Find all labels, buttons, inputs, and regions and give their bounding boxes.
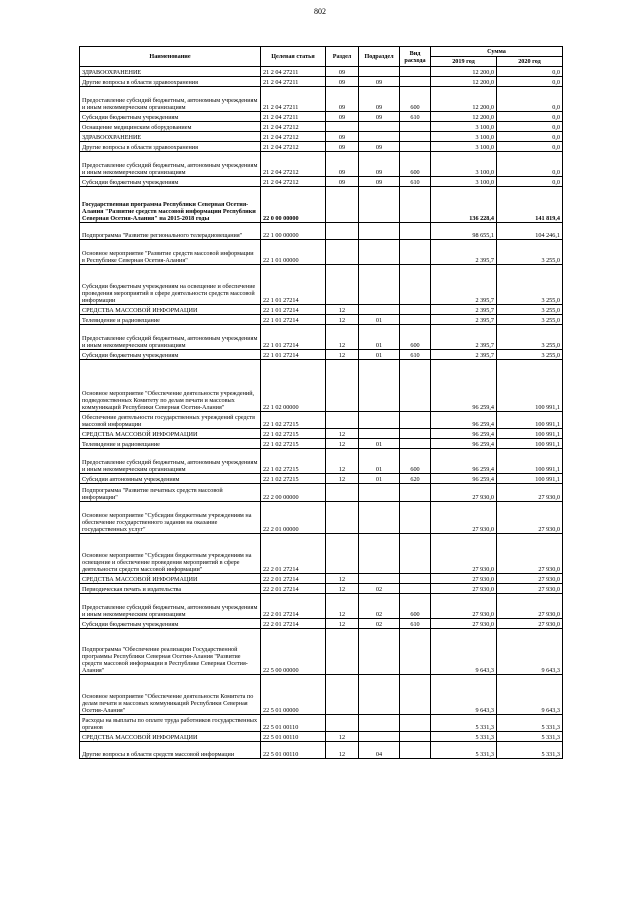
row-code: 22 0 00 00000 xyxy=(261,187,326,223)
row-expense-type xyxy=(400,439,431,449)
row-code: 21 2 04 27212 xyxy=(261,177,326,187)
row-sum-2019: 5 331,3 xyxy=(431,715,497,732)
row-sum-2019: 27 930,0 xyxy=(431,594,497,619)
row-subsection: 02 xyxy=(359,619,400,629)
row-expense-type xyxy=(400,67,431,77)
row-name: Государственная программа Республики Северная Осетия-Алания "Развитие средств массовой информации Республики Северная Осетия-Алания" на 2015-2018 годы xyxy=(80,187,261,223)
row-name: Подпрограмма "Обеспечение реализации Государственной программы Республики Северная Осетия-Алания "Развитие средств массовой информации в Республике Северная Осетия-Алания" xyxy=(80,629,261,675)
row-expense-type xyxy=(400,305,431,315)
table-row xyxy=(80,594,563,619)
row-name: Предоставление субсидий бюджетным, автономным учреждениям и иным некоммерческим организациям xyxy=(80,449,261,474)
row-subsection: 01 xyxy=(359,439,400,449)
row-code: 22 1 02 27215 xyxy=(261,474,326,484)
row-section: 09 xyxy=(326,112,359,122)
header-expense-type: Вид расхода xyxy=(400,47,431,67)
row-sum-2020: 100 991,1 xyxy=(497,412,563,429)
row-name: Оснащение медицинским оборудованием xyxy=(80,122,261,132)
row-code: 21 2 04 27212 xyxy=(261,152,326,177)
row-subsection xyxy=(359,305,400,315)
row-expense-type xyxy=(400,742,431,759)
row-code: 21 2 04 27212 xyxy=(261,142,326,152)
row-name: Предоставление субсидий бюджетным, автономным учреждениям и иным некоммерческим организациям xyxy=(80,594,261,619)
row-code: 22 1 01 27214 xyxy=(261,315,326,325)
row-sum-2019: 2 395,7 xyxy=(431,305,497,315)
row-section: 09 xyxy=(326,77,359,87)
row-sum-2019: 96 259,4 xyxy=(431,360,497,412)
table-row xyxy=(80,325,563,350)
table-row xyxy=(80,449,563,474)
row-subsection: 09 xyxy=(359,87,400,112)
header-name: Наименование xyxy=(80,47,261,67)
table-row xyxy=(80,223,563,240)
row-name: Предоставление субсидий бюджетным, автономным учреждениям и иным некоммерческим организациям xyxy=(80,152,261,177)
row-sum-2019: 3 100,0 xyxy=(431,142,497,152)
row-sum-2019: 2 395,7 xyxy=(431,350,497,360)
table-row xyxy=(80,629,563,675)
row-subsection xyxy=(359,223,400,240)
table-row xyxy=(80,87,563,112)
row-section xyxy=(326,502,359,534)
row-subsection: 09 xyxy=(359,142,400,152)
row-expense-type xyxy=(400,360,431,412)
row-section: 09 xyxy=(326,177,359,187)
row-sum-2019: 2 395,7 xyxy=(431,265,497,305)
row-section: 09 xyxy=(326,142,359,152)
row-section xyxy=(326,360,359,412)
row-section: 12 xyxy=(326,584,359,594)
row-sum-2019: 12 200,0 xyxy=(431,112,497,122)
row-sum-2019: 12 200,0 xyxy=(431,87,497,112)
row-sum-2020: 5 331,3 xyxy=(497,732,563,742)
row-code: 22 2 01 27214 xyxy=(261,534,326,574)
row-expense-type xyxy=(400,412,431,429)
row-sum-2019: 27 930,0 xyxy=(431,502,497,534)
row-code: 22 5 01 00000 xyxy=(261,675,326,715)
table-row xyxy=(80,502,563,534)
table-row xyxy=(80,412,563,429)
row-sum-2020: 0,0 xyxy=(497,112,563,122)
row-name: Предоставление субсидий бюджетным, автономным учреждениям и иным некоммерческим организациям xyxy=(80,87,261,112)
row-section xyxy=(326,223,359,240)
row-name: Субсидии автономным учреждениям xyxy=(80,474,261,484)
row-section: 12 xyxy=(326,619,359,629)
row-code: 22 1 01 27214 xyxy=(261,305,326,315)
page-number: 802 xyxy=(314,7,326,16)
row-section xyxy=(326,629,359,675)
row-expense-type xyxy=(400,534,431,574)
row-sum-2020: 27 930,0 xyxy=(497,502,563,534)
row-sum-2020: 5 331,3 xyxy=(497,742,563,759)
row-name: Другие вопросы в области здравоохранения xyxy=(80,142,261,152)
row-subsection: 04 xyxy=(359,742,400,759)
row-name: ЗДРАВООХРАНЕНИЕ xyxy=(80,132,261,142)
row-name: Другие вопросы в области средств массовой информации xyxy=(80,742,261,759)
row-sum-2019: 27 930,0 xyxy=(431,619,497,629)
row-sum-2020: 3 255,0 xyxy=(497,325,563,350)
row-sum-2020: 0,0 xyxy=(497,87,563,112)
row-sum-2019: 27 930,0 xyxy=(431,484,497,502)
table-row xyxy=(80,350,563,360)
row-section xyxy=(326,240,359,265)
row-sum-2019: 3 100,0 xyxy=(431,177,497,187)
row-sum-2020: 3 255,0 xyxy=(497,305,563,315)
table-row xyxy=(80,584,563,594)
row-sum-2020: 9 643,3 xyxy=(497,629,563,675)
row-sum-2019: 9 643,3 xyxy=(431,629,497,675)
row-section: 12 xyxy=(326,474,359,484)
row-subsection: 09 xyxy=(359,77,400,87)
table-row xyxy=(80,122,563,132)
row-sum-2019: 2 395,7 xyxy=(431,240,497,265)
row-sum-2019: 3 100,0 xyxy=(431,152,497,177)
row-code: 21 2 04 27211 xyxy=(261,67,326,77)
row-section xyxy=(326,187,359,223)
row-sum-2019: 96 259,4 xyxy=(431,474,497,484)
row-expense-type: 620 xyxy=(400,474,431,484)
table-row xyxy=(80,715,563,732)
row-section: 12 xyxy=(326,315,359,325)
row-code: 22 2 01 27214 xyxy=(261,584,326,594)
row-section: 09 xyxy=(326,152,359,177)
row-expense-type: 600 xyxy=(400,594,431,619)
table-row xyxy=(80,675,563,715)
row-sum-2020: 0,0 xyxy=(497,67,563,77)
header-subsection: Подраздел xyxy=(359,47,400,67)
row-code: 22 2 00 00000 xyxy=(261,484,326,502)
row-subsection xyxy=(359,412,400,429)
row-code: 22 5 01 00110 xyxy=(261,715,326,732)
row-expense-type xyxy=(400,315,431,325)
row-subsection: 01 xyxy=(359,350,400,360)
row-name: Обеспечение деятельности государственных учреждений средств массовой информации xyxy=(80,412,261,429)
row-sum-2019: 96 259,4 xyxy=(431,429,497,439)
row-section: 09 xyxy=(326,87,359,112)
row-name: Субсидии бюджетным учреждениям xyxy=(80,177,261,187)
row-section: 12 xyxy=(326,732,359,742)
row-name: Подпрограмма "Развитие печатных средств массовой информации" xyxy=(80,484,261,502)
row-subsection: 01 xyxy=(359,474,400,484)
row-sum-2019: 136 228,4 xyxy=(431,187,497,223)
row-subsection xyxy=(359,240,400,265)
row-name: Субсидии бюджетным учреждениям xyxy=(80,112,261,122)
table-row xyxy=(80,177,563,187)
table-row xyxy=(80,534,563,574)
row-sum-2020: 27 930,0 xyxy=(497,574,563,584)
row-sum-2020: 0,0 xyxy=(497,152,563,177)
row-section xyxy=(326,122,359,132)
row-subsection: 01 xyxy=(359,315,400,325)
table-row xyxy=(80,439,563,449)
row-name: Основное мероприятие "Субсидии бюджетным учреждениям на освещение и обеспечение проведения мероприятий в сфере деятельности средств массовой информации" xyxy=(80,534,261,574)
row-sum-2019: 27 930,0 xyxy=(431,534,497,574)
row-name: Субсидии бюджетным учреждениям xyxy=(80,350,261,360)
row-code: 22 1 02 00000 xyxy=(261,360,326,412)
row-section: 12 xyxy=(326,350,359,360)
row-name: СРЕДСТВА МАССОВОЙ ИНФОРМАЦИИ xyxy=(80,574,261,584)
row-expense-type: 610 xyxy=(400,619,431,629)
row-code: 22 5 01 00110 xyxy=(261,732,326,742)
row-sum-2020: 100 991,1 xyxy=(497,360,563,412)
row-sum-2020: 3 255,0 xyxy=(497,350,563,360)
table-row xyxy=(80,152,563,177)
row-subsection xyxy=(359,574,400,584)
row-sum-2019: 27 930,0 xyxy=(431,574,497,584)
row-name: Основное мероприятие "Развитие средств массовой информации в Республике Северная Осетия-Алания" xyxy=(80,240,261,265)
table-row xyxy=(80,112,563,122)
row-expense-type xyxy=(400,715,431,732)
row-expense-type xyxy=(400,629,431,675)
row-section: 09 xyxy=(326,132,359,142)
row-sum-2019: 3 100,0 xyxy=(431,122,497,132)
row-expense-type: 600 xyxy=(400,449,431,474)
row-sum-2020: 0,0 xyxy=(497,122,563,132)
row-sum-2019: 9 643,3 xyxy=(431,675,497,715)
row-section: 09 xyxy=(326,67,359,77)
row-section xyxy=(326,265,359,305)
row-sum-2019: 27 930,0 xyxy=(431,584,497,594)
row-section xyxy=(326,412,359,429)
row-expense-type xyxy=(400,429,431,439)
row-sum-2020: 0,0 xyxy=(497,142,563,152)
row-code: 21 2 04 27212 xyxy=(261,132,326,142)
row-name: СРЕДСТВА МАССОВОЙ ИНФОРМАЦИИ xyxy=(80,305,261,315)
row-expense-type xyxy=(400,574,431,584)
row-code: 22 2 01 00000 xyxy=(261,502,326,534)
row-subsection: 09 xyxy=(359,152,400,177)
row-sum-2020: 0,0 xyxy=(497,77,563,87)
row-expense-type: 600 xyxy=(400,325,431,350)
row-sum-2019: 96 259,4 xyxy=(431,412,497,429)
table-row xyxy=(80,574,563,584)
row-subsection: 02 xyxy=(359,584,400,594)
row-sum-2019: 12 200,0 xyxy=(431,67,497,77)
row-subsection xyxy=(359,484,400,502)
table-row xyxy=(80,619,563,629)
table-row xyxy=(80,305,563,315)
row-section: 12 xyxy=(326,429,359,439)
row-code: 22 1 01 27214 xyxy=(261,325,326,350)
row-sum-2019: 5 331,3 xyxy=(431,742,497,759)
table-row xyxy=(80,429,563,439)
table-row xyxy=(80,484,563,502)
row-subsection xyxy=(359,732,400,742)
row-sum-2019: 96 259,4 xyxy=(431,439,497,449)
row-section: 12 xyxy=(326,439,359,449)
row-sum-2020: 27 930,0 xyxy=(497,534,563,574)
row-name: Периодическая печать и издательства xyxy=(80,584,261,594)
row-subsection xyxy=(359,429,400,439)
row-section xyxy=(326,484,359,502)
row-sum-2020: 27 930,0 xyxy=(497,484,563,502)
row-code: 21 2 04 27212 xyxy=(261,122,326,132)
row-sum-2020: 100 991,1 xyxy=(497,449,563,474)
row-code: 22 2 01 27214 xyxy=(261,574,326,584)
row-code: 22 1 02 27215 xyxy=(261,429,326,439)
row-code: 22 2 01 27214 xyxy=(261,594,326,619)
row-sum-2020: 100 991,1 xyxy=(497,429,563,439)
row-section xyxy=(326,675,359,715)
row-subsection xyxy=(359,187,400,223)
row-name: Предоставление субсидий бюджетным, автономным учреждениям и иным некоммерческим организациям xyxy=(80,325,261,350)
row-expense-type xyxy=(400,675,431,715)
row-subsection xyxy=(359,715,400,732)
row-expense-type: 610 xyxy=(400,112,431,122)
table-row xyxy=(80,315,563,325)
header-year-2020: 2020 год xyxy=(497,57,563,67)
row-code: 22 1 01 27214 xyxy=(261,265,326,305)
row-section xyxy=(326,534,359,574)
row-sum-2019: 12 200,0 xyxy=(431,77,497,87)
header-year-2019: 2019 год xyxy=(431,57,497,67)
budget-table xyxy=(79,46,563,759)
row-sum-2020: 100 991,1 xyxy=(497,439,563,449)
row-sum-2020: 3 255,0 xyxy=(497,240,563,265)
row-expense-type xyxy=(400,142,431,152)
table-row xyxy=(80,187,563,223)
table-row xyxy=(80,265,563,305)
row-expense-type xyxy=(400,484,431,502)
row-expense-type: 600 xyxy=(400,152,431,177)
row-sum-2020: 141 819,4 xyxy=(497,187,563,223)
row-subsection xyxy=(359,67,400,77)
row-name: СРЕДСТВА МАССОВОЙ ИНФОРМАЦИИ xyxy=(80,732,261,742)
row-sum-2019: 3 100,0 xyxy=(431,132,497,142)
row-expense-type xyxy=(400,732,431,742)
row-sum-2020: 3 255,0 xyxy=(497,265,563,305)
row-name: ЗДРАВООХРАНЕНИЕ xyxy=(80,67,261,77)
row-code: 22 5 01 00110 xyxy=(261,742,326,759)
row-subsection xyxy=(359,629,400,675)
row-code: 22 2 01 27214 xyxy=(261,619,326,629)
row-expense-type: 600 xyxy=(400,87,431,112)
header-target: Целевая статья xyxy=(261,47,326,67)
row-code: 21 2 04 27211 xyxy=(261,87,326,112)
row-subsection xyxy=(359,502,400,534)
row-name: Телевидение и радиовещание xyxy=(80,439,261,449)
row-subsection xyxy=(359,534,400,574)
table-row xyxy=(80,142,563,152)
row-subsection: 01 xyxy=(359,449,400,474)
row-code: 22 1 01 00000 xyxy=(261,240,326,265)
row-code: 21 2 04 27211 xyxy=(261,112,326,122)
row-name: Расходы на выплаты по оплате труда работников государственных органов xyxy=(80,715,261,732)
row-expense-type xyxy=(400,77,431,87)
row-name: Основное мероприятие "Субсидии бюджетным учреждениям на обеспечение государственного задания на оказание государственных услуг" xyxy=(80,502,261,534)
table-row xyxy=(80,474,563,484)
row-expense-type: 610 xyxy=(400,177,431,187)
row-name: СРЕДСТВА МАССОВОЙ ИНФОРМАЦИИ xyxy=(80,429,261,439)
row-expense-type xyxy=(400,502,431,534)
row-code: 22 5 00 00000 xyxy=(261,629,326,675)
table-body xyxy=(80,67,563,759)
row-sum-2020: 0,0 xyxy=(497,177,563,187)
row-sum-2019: 96 259,4 xyxy=(431,449,497,474)
row-code: 22 1 02 27215 xyxy=(261,439,326,449)
row-expense-type xyxy=(400,240,431,265)
row-section: 12 xyxy=(326,574,359,584)
table-row xyxy=(80,360,563,412)
row-name: Телевидение и радиовещание xyxy=(80,315,261,325)
row-section: 12 xyxy=(326,742,359,759)
row-code: 22 1 00 00000 xyxy=(261,223,326,240)
row-name: Подпрограмма "Развитие регионального телерадиовещания" xyxy=(80,223,261,240)
row-expense-type xyxy=(400,223,431,240)
row-sum-2020: 3 255,0 xyxy=(497,315,563,325)
row-section: 12 xyxy=(326,594,359,619)
row-subsection xyxy=(359,265,400,305)
row-subsection: 01 xyxy=(359,325,400,350)
row-name: Основное мероприятие "Обеспечение деятельности учреждений, подведомственных Комитету по делам печати и массовых коммуникаций Республики Северная Осетия-Алания" xyxy=(80,360,261,412)
row-sum-2020: 27 930,0 xyxy=(497,584,563,594)
row-subsection xyxy=(359,360,400,412)
row-sum-2019: 2 395,7 xyxy=(431,315,497,325)
row-sum-2020: 27 930,0 xyxy=(497,619,563,629)
row-subsection: 02 xyxy=(359,594,400,619)
row-sum-2019: 5 331,3 xyxy=(431,732,497,742)
row-name: Основное мероприятие "Обеспечение деятельности Комитета по делам печати и массовых коммуникаций Республики Северная Осетия-Алания" xyxy=(80,675,261,715)
table-row xyxy=(80,240,563,265)
row-sum-2019: 2 395,7 xyxy=(431,325,497,350)
row-code: 22 1 02 27215 xyxy=(261,412,326,429)
row-name: Субсидии бюджетным учреждениям на освещение и обеспечение проведения мероприятий в сфере деятельности средств массовой информации xyxy=(80,265,261,305)
row-name: Субсидии бюджетным учреждениям xyxy=(80,619,261,629)
row-subsection: 09 xyxy=(359,112,400,122)
row-section: 12 xyxy=(326,449,359,474)
row-sum-2020: 100 991,1 xyxy=(497,474,563,484)
table-row xyxy=(80,77,563,87)
row-code: 22 1 01 27214 xyxy=(261,350,326,360)
row-sum-2019: 98 655,1 xyxy=(431,223,497,240)
row-sum-2020: 104 246,1 xyxy=(497,223,563,240)
row-code: 21 2 04 27211 xyxy=(261,77,326,87)
row-subsection xyxy=(359,675,400,715)
row-subsection xyxy=(359,132,400,142)
row-expense-type xyxy=(400,122,431,132)
row-sum-2020: 0,0 xyxy=(497,132,563,142)
row-subsection xyxy=(359,122,400,132)
row-sum-2020: 9 643,3 xyxy=(497,675,563,715)
row-name: Другие вопросы в области здравоохранения xyxy=(80,77,261,87)
row-code: 22 1 02 27215 xyxy=(261,449,326,474)
table-row xyxy=(80,742,563,759)
row-sum-2020: 5 331,3 xyxy=(497,715,563,732)
row-expense-type: 610 xyxy=(400,350,431,360)
table-row xyxy=(80,732,563,742)
header-sum: Сумма xyxy=(431,47,563,57)
header-section: Раздел xyxy=(326,47,359,67)
row-expense-type xyxy=(400,584,431,594)
row-section xyxy=(326,715,359,732)
row-section: 12 xyxy=(326,305,359,315)
table-row xyxy=(80,132,563,142)
row-expense-type xyxy=(400,132,431,142)
row-section: 12 xyxy=(326,325,359,350)
row-sum-2020: 27 930,0 xyxy=(497,594,563,619)
row-expense-type xyxy=(400,187,431,223)
row-subsection: 09 xyxy=(359,177,400,187)
table-row xyxy=(80,67,563,77)
row-expense-type xyxy=(400,265,431,305)
